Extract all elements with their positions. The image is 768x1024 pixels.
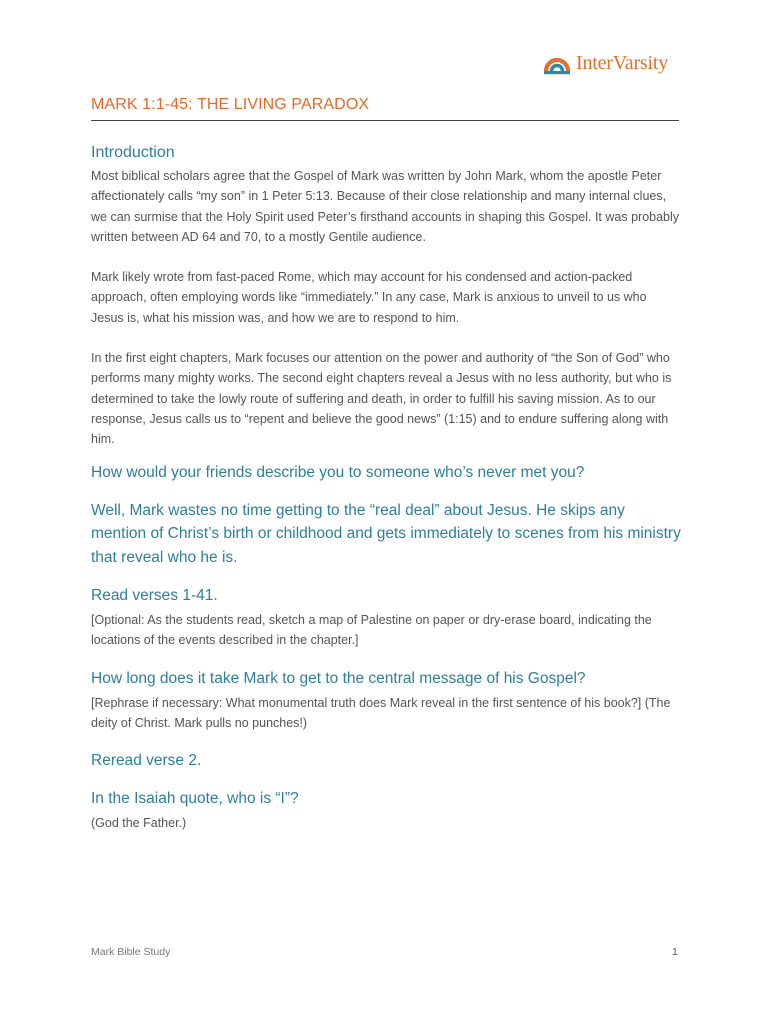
instruction-read-verses: Read verses 1-41. bbox=[91, 587, 218, 605]
answer-note: (God the Father.) bbox=[91, 816, 187, 831]
question-central-message: How long does it take Mark to get to the central message of his Gospel? bbox=[91, 669, 586, 687]
statement-real-deal: Well, Mark wastes no time getting to the “real deal” about Jesus. He skips any mention of Christ’s birth or childhood and gets immediately to scenes from his ministry that reveal who he is. bbox=[91, 501, 681, 566]
footer-document-name: Mark Bible Study bbox=[91, 946, 171, 958]
rephrase-note: [Rephrase if necessary: What monumental truth does Mark reveal in the first sentence of his book?] (The deity of Christ. Mark pulls no punches!) bbox=[91, 695, 671, 730]
intervarsity-arch-icon bbox=[543, 49, 571, 77]
intervarsity-logo bbox=[543, 48, 668, 78]
page-title: MARK 1:1-45: THE LIVING PARADOX bbox=[91, 96, 370, 113]
optional-note: [Optional: As the students read, sketch a map of Palestine on paper or dry-erase board, indicating the locations of the events described in the chapter.] bbox=[91, 613, 652, 648]
question-friends-describe: How would your friends describe you to someone who’s never met you? bbox=[91, 463, 585, 481]
title-divider bbox=[91, 120, 679, 121]
intro-heading: Introduction bbox=[91, 144, 175, 161]
question-isaiah-quote: In the Isaiah quote, who is “I”? bbox=[91, 790, 299, 808]
intro-paragraph-1: Most biblical scholars agree that the Gospel of Mark was written by John Mark, whom the apostle Peter affectionately calls “my son” in 1 Peter 5:13. Because of their close relationship and many internal clues, we can surmise that the Holy Spirit used Peter’s firsthand accounts in shaping this Gospel. It was probably written between AD 64 and 70, to a mostly Gentile audience. bbox=[91, 169, 680, 244]
footer-page-number: 1 bbox=[672, 946, 678, 958]
instruction-reread-verse: Reread verse 2. bbox=[91, 752, 202, 770]
intro-paragraph-3: In the first eight chapters, Mark focuses our attention on the power and authority of “the Son of God” who performs many mighty works. The second eight chapters reveal a Jesus with no less authority, but who is determined to take the lowly route of suffering and death, in order to fulfill his saving mission. As to our response, Jesus calls us to “repent and believe the good news” (1:15) and to endure suffering along with him. bbox=[91, 351, 672, 447]
main-content bbox=[91, 143, 681, 850]
intro-paragraph-2: Mark likely wrote from fast-paced Rome, which may account for his condensed and action-packed approach, often employing words like “immediately.” In any case, Mark is anxious to unveil to us who Jesus is, what his mission was, and how we are to respond to him. bbox=[91, 270, 647, 325]
logo-wordmark: InterVarsity bbox=[576, 51, 669, 74]
